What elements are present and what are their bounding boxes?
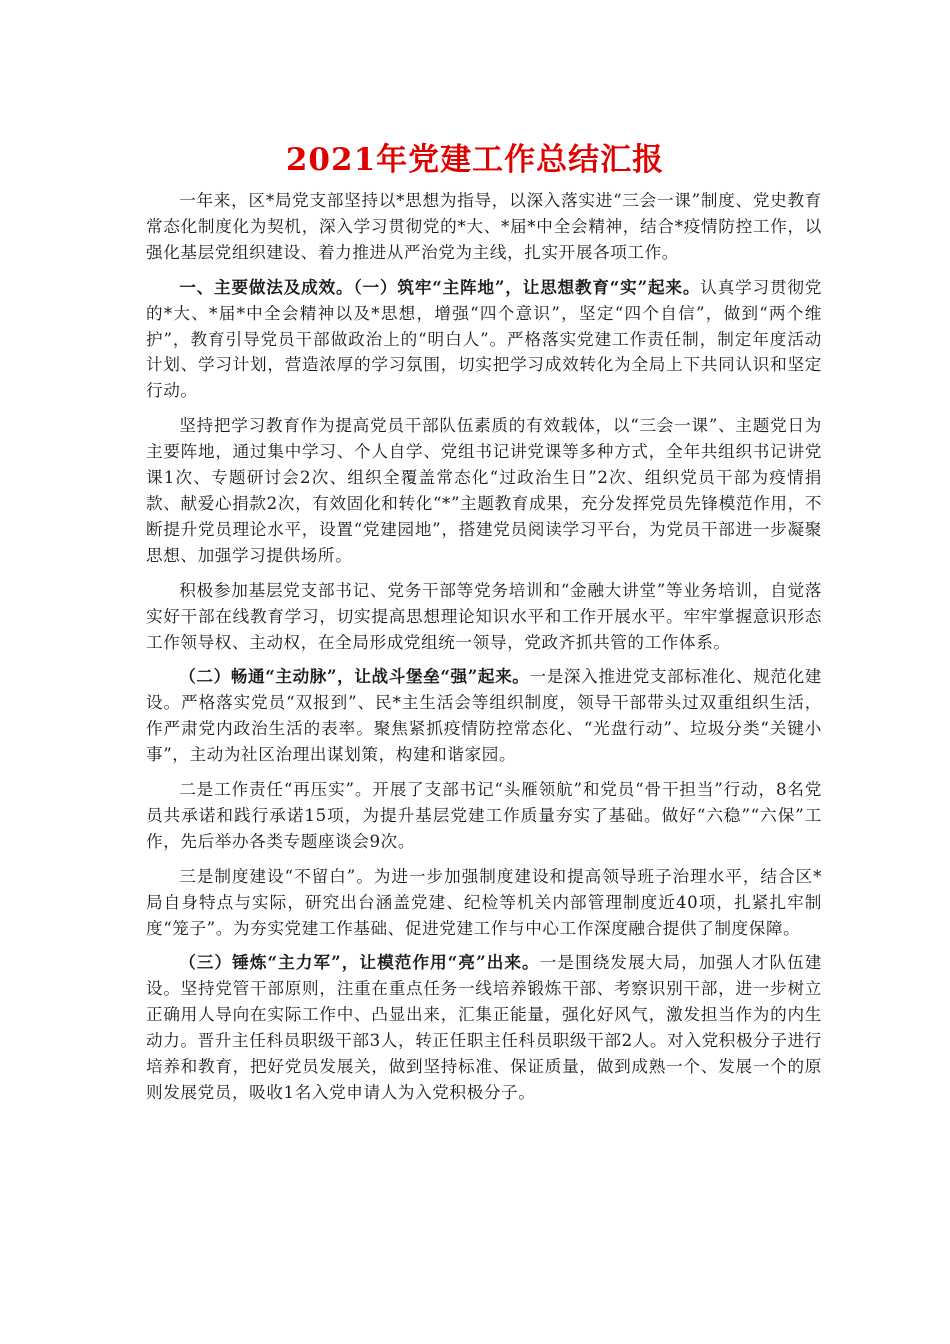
paragraph-text: 积极参加基层党支部书记、党务干部等党务培训和“金融大讲堂”等业务培训，自觉落实好干部在线教育学习，切实提高思想理论知识水平和工作开展水平。牢牢掌握意识形态工作领导权、主动权，在全局形成党组统一领导，党政齐抓共管的工作体系。 <box>146 580 822 652</box>
paragraph-responsibility <box>146 777 822 855</box>
paragraph-text: 一是围绕发展大局，加强人才队伍建设。坚持党管干部原则，注重在重点任务一线培养锻炼干部、考察识别干部，进一步树立正确用人导向在实际工作中、凸显出来，汇集正能量，强化好风气，激发担当作为的内生动力。晋升主任科员职级干部3人，转正任职主任科员职级干部2人。对入党积极分子进行培养和教育，把好党员发展关，做到坚持标准、保证质量，做到成熟一个、发展一个的原则发展党员，吸收1名入党申请人为入党积极分子。 <box>146 953 822 1102</box>
paragraph-training <box>146 578 822 656</box>
paragraph-intro <box>146 188 822 266</box>
document-title: 2021年党建工作总结汇报 <box>285 142 665 178</box>
paragraph-lead: 一、主要做法及成效。（一）筑牢“主阵地”，让思想教育“实”起来。 <box>179 276 701 297</box>
paragraph-text: 三是制度建设“不留白”。为进一步加强制度建设和提高领导班子治理水平，结合区*局自身特点与实际，研究出台涵盖党建、纪检等机关内部管理制度近40项，扎紧扎牢制度“笼子”。为夯实党建工作基础、促进党建工作与中心工作深度融合提供了制度保障。 <box>146 866 822 938</box>
paragraph-lead: （三）锤炼“主力军”，让模范作用“亮”出来。 <box>179 952 540 973</box>
paragraph-text: 二是工作责任“再压实”。开展了支部书记“头雁领航”和党员“骨干担当”行动，8名党员共承诺和践行承诺15项，为提升基层党建工作质量夯实了基础。做好“六稳”“六保”工作，先后举办各类专题座谈会9次。 <box>146 780 822 851</box>
paragraph-section-2 <box>146 664 822 768</box>
paragraph-lead: （二）畅通“主动脉”，让战斗堡垒“强”起来。 <box>179 666 530 687</box>
document-body <box>146 188 822 1115</box>
paragraph-text: 坚持把学习教育作为提高党员干部队伍素质的有效载体，以“三会一课”、主题党日为主要阵地，通过集中学习、个人自学、党组书记讲党课等多种方式，全年共组织书记讲党课1次、专题研讨会2次、组织全覆盖常态化“过政治生日”2次、组织党员干部为疫情捐款、献爱心捐款2次，有效固化和转化“*”主题教育成果，充分发挥党员先锋模范作用，不断提升党员理论水平，设置“党建园地”，搭建党员阅读学习平台，为党员干部进一步凝聚思想、加强学习提供场所。 <box>146 416 822 565</box>
paragraph-system <box>146 864 822 942</box>
paragraph-text: 一年来，区*局党支部坚持以*思想为指导，以深入落实进“三会一课”制度、党史教育常态化制度化为契机，深入学习贯彻党的*大、*届*中全会精神，结合*疫情防控工作，以强化基层党组织建设、着力推进从严治党为主线，扎实开展各项工作。 <box>146 191 822 262</box>
paragraph-section-1 <box>146 275 822 405</box>
paragraph-text: 认真学习贯彻党的*大、*届*中全会精神以及*思想，增强“四个意识”，坚定“四个自信”，做到“两个维护”，教育引导党员干部做政治上的“明白人”。严格落实党建工作责任制，制定年度活动计划、学习计划，营造浓厚的学习氛围，切实把学习成效转化为全局上下共同认识和坚定行动。 <box>146 277 823 401</box>
paragraph-text: 一是深入推进党支部标准化、规范化建设。严格落实党员“双报到”、民*主生活会等组织制度，领导干部带头过双重组织生活，作严肃党内政治生活的表率。聚焦紧抓疫情防控常态化、“光盘行动”、垃圾分类“关键小事”，主动为社区治理出谋划策，构建和谐家园。 <box>146 667 822 765</box>
paragraph-study <box>146 413 822 568</box>
paragraph-section-3 <box>146 950 822 1105</box>
